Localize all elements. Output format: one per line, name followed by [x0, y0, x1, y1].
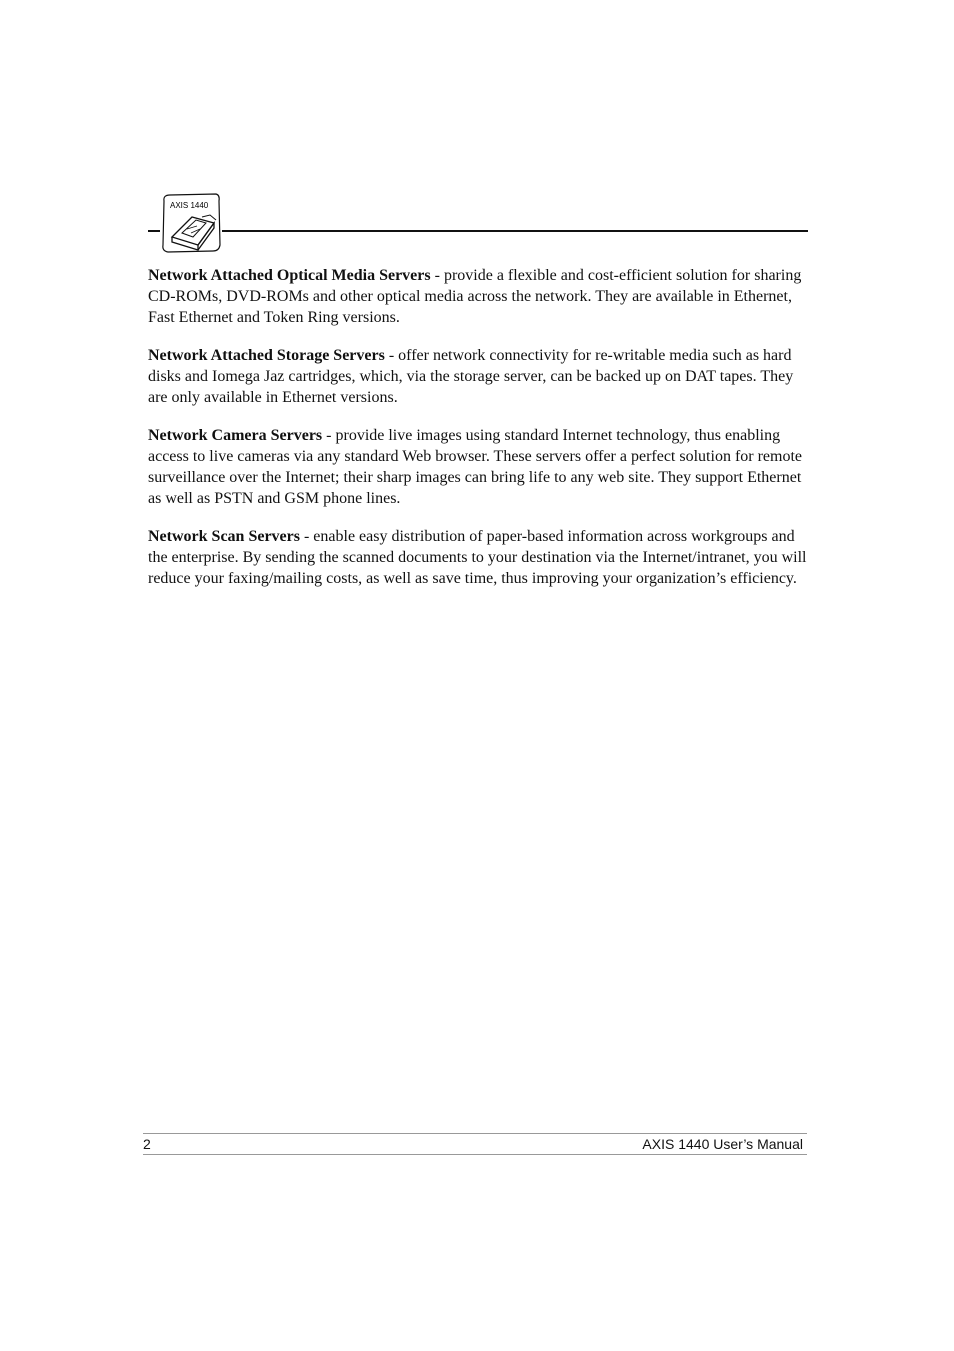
page-number: 2 — [143, 1136, 151, 1152]
section-text: - provide live images using standard Internet technology, thus enabling access to live cameras via any standard Web browser. These servers offer a perfect solution for remote surveillance over the Internet; their sharp images can bring life to any web site. They support Ethernet as well as PSTN and GSM phone lines. — [148, 427, 803, 507]
section-term: Network Camera Servers — [148, 427, 323, 444]
section-text: - enable easy distribution of paper-based information across workgroups and the enterprise. By sending the scanned documents to your destination via the Internet/intranet, you will reduce your faxing/mailing costs, as well as save time, thus improving your organization’s efficiency. — [148, 528, 807, 587]
section-camera-servers — [148, 425, 810, 509]
section-term: Network Attached Storage Servers — [148, 347, 385, 364]
document-body — [148, 265, 810, 606]
section-text: - offer network connectivity for re-writable media such as hard disks and Iomega Jaz cartridges, which, via the storage server, can be backed up on DAT tapes. They are only available in Ethernet versions. — [148, 347, 794, 406]
section-optical-media-servers — [148, 265, 810, 328]
section-scan-servers — [148, 526, 810, 589]
scan-server-icon — [158, 193, 222, 253]
section-storage-servers — [148, 345, 810, 408]
page-header — [148, 190, 808, 260]
section-text: - provide a flexible and cost-efficient solution for sharing CD-ROMs, DVD-ROMs and other optical media across the network. They are available in Ethernet, Fast Ethernet and Token Ring versions. — [148, 267, 802, 326]
page-footer — [143, 1133, 807, 1155]
section-term: Network Scan Servers — [148, 528, 300, 545]
badge-label: AXIS 1440 — [170, 201, 209, 210]
manual-title: AXIS 1440 User’s Manual — [642, 1136, 803, 1152]
section-term: Network Attached Optical Media Servers — [148, 267, 431, 284]
header-rule — [222, 230, 808, 232]
